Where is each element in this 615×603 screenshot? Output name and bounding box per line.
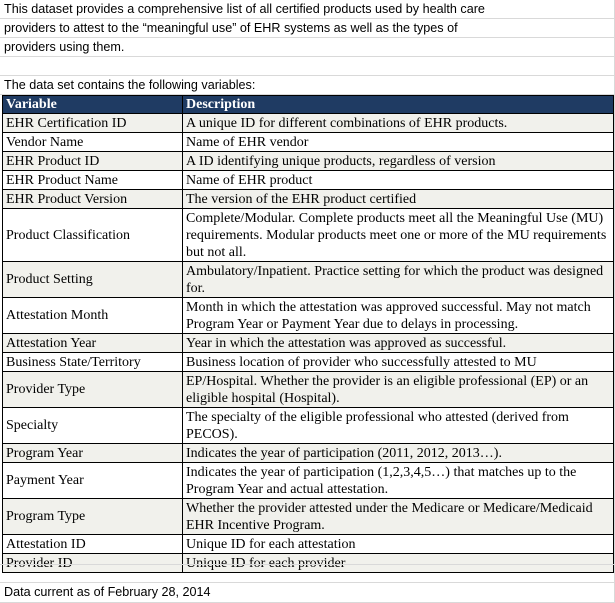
variable-cell[interactable]: Attestation ID bbox=[3, 535, 183, 554]
table-row bbox=[3, 114, 614, 133]
table-row bbox=[3, 190, 614, 209]
table-row bbox=[3, 499, 614, 535]
column-header-description[interactable]: Description bbox=[183, 96, 614, 114]
column-header-variable[interactable]: Variable bbox=[3, 96, 183, 114]
variable-cell[interactable]: Provider Type bbox=[3, 372, 183, 408]
description-cell[interactable]: Indicates the year of participation (1,2,3,4,5…) that matches up to the Program Year and actual attestation. bbox=[183, 463, 614, 499]
table-row bbox=[3, 133, 614, 152]
description-cell[interactable]: Ambulatory/Inpatient. Practice setting for which the product was designed for. bbox=[183, 262, 614, 298]
description-cell[interactable]: Year in which the attestation was approved as successful. bbox=[183, 334, 614, 353]
variable-cell[interactable]: Business State/Territory bbox=[3, 353, 183, 372]
description-cell[interactable]: Business location of provider who successfully attested to MU bbox=[183, 353, 614, 372]
description-cell[interactable]: Month in which the attestation was approved successful. May not match Program Year or Payment Year due to delays in processing. bbox=[183, 298, 614, 334]
variable-cell[interactable]: Program Year bbox=[3, 444, 183, 463]
variable-cell[interactable]: Provider ID bbox=[3, 554, 183, 573]
description-cell[interactable]: Name of EHR product bbox=[183, 171, 614, 190]
description-cell[interactable]: A unique ID for different combinations of EHR products. bbox=[183, 114, 614, 133]
table-row bbox=[3, 262, 614, 298]
variable-cell[interactable]: EHR Product Name bbox=[3, 171, 183, 190]
intro-line[interactable]: This dataset provides a comprehensive list of all certified products used by health care bbox=[0, 0, 614, 19]
table-row bbox=[3, 209, 614, 262]
table-row bbox=[3, 444, 614, 463]
description-cell[interactable]: EP/Hospital. Whether the provider is an eligible professional (EP) or an eligible hospital (Hospital). bbox=[183, 372, 614, 408]
table-row bbox=[3, 334, 614, 353]
intro-line[interactable]: providers using them. bbox=[4, 40, 125, 54]
variable-cell[interactable]: Attestation Month bbox=[3, 298, 183, 334]
description-cell[interactable]: Name of EHR vendor bbox=[183, 133, 614, 152]
intro-paragraph bbox=[0, 0, 614, 57]
table-header-row bbox=[3, 96, 614, 114]
blank-cell-row[interactable] bbox=[0, 57, 614, 76]
table-row bbox=[3, 463, 614, 499]
table-row bbox=[3, 372, 614, 408]
intro-line[interactable]: providers to attest to the “meaningful use” of EHR systems as well as the types of bbox=[0, 19, 614, 38]
description-cell[interactable]: Unique ID for each provider bbox=[183, 554, 614, 573]
variable-cell[interactable]: Payment Year bbox=[3, 463, 183, 499]
variable-cell[interactable]: EHR Product ID bbox=[3, 152, 183, 171]
description-cell[interactable]: Complete/Modular. Complete products meet all the Meaningful Use (MU) requirements. Modular products meet one or more of the MU requirements but not all. bbox=[183, 209, 614, 262]
data-currency-note[interactable]: Data current as of February 28, 2014 bbox=[0, 583, 614, 603]
table-row bbox=[3, 152, 614, 171]
variables-lead-text[interactable]: The data set contains the following variables: bbox=[0, 76, 614, 95]
description-cell[interactable]: Unique ID for each attestation bbox=[183, 535, 614, 554]
table-row bbox=[3, 535, 614, 554]
description-cell[interactable]: The specialty of the eligible professional who attested (derived from PECOS). bbox=[183, 408, 614, 444]
variable-cell[interactable]: Specialty bbox=[3, 408, 183, 444]
variable-cell[interactable]: Product Classification bbox=[3, 209, 183, 262]
description-cell[interactable]: Whether the provider attested under the Medicare or Medicare/Medicaid EHR Incentive Program. bbox=[183, 499, 614, 535]
variable-cell[interactable]: Vendor Name bbox=[3, 133, 183, 152]
variable-cell[interactable]: EHR Product Version bbox=[3, 190, 183, 209]
variable-cell[interactable]: Product Setting bbox=[3, 262, 183, 298]
description-cell[interactable]: The version of the EHR product certified bbox=[183, 190, 614, 209]
variable-cell[interactable]: EHR Certification ID bbox=[3, 114, 183, 133]
table-row bbox=[3, 408, 614, 444]
variable-cell[interactable]: Program Type bbox=[3, 499, 183, 535]
blank-cell-row[interactable] bbox=[0, 564, 614, 583]
variable-cell[interactable]: Attestation Year bbox=[3, 334, 183, 353]
table-row bbox=[3, 298, 614, 334]
description-cell[interactable]: Indicates the year of participation (2011, 2012, 2013…). bbox=[183, 444, 614, 463]
table-row bbox=[3, 353, 614, 372]
table-row bbox=[3, 171, 614, 190]
description-cell[interactable]: A ID identifying unique products, regardless of version bbox=[183, 152, 614, 171]
variables-table bbox=[2, 95, 614, 573]
